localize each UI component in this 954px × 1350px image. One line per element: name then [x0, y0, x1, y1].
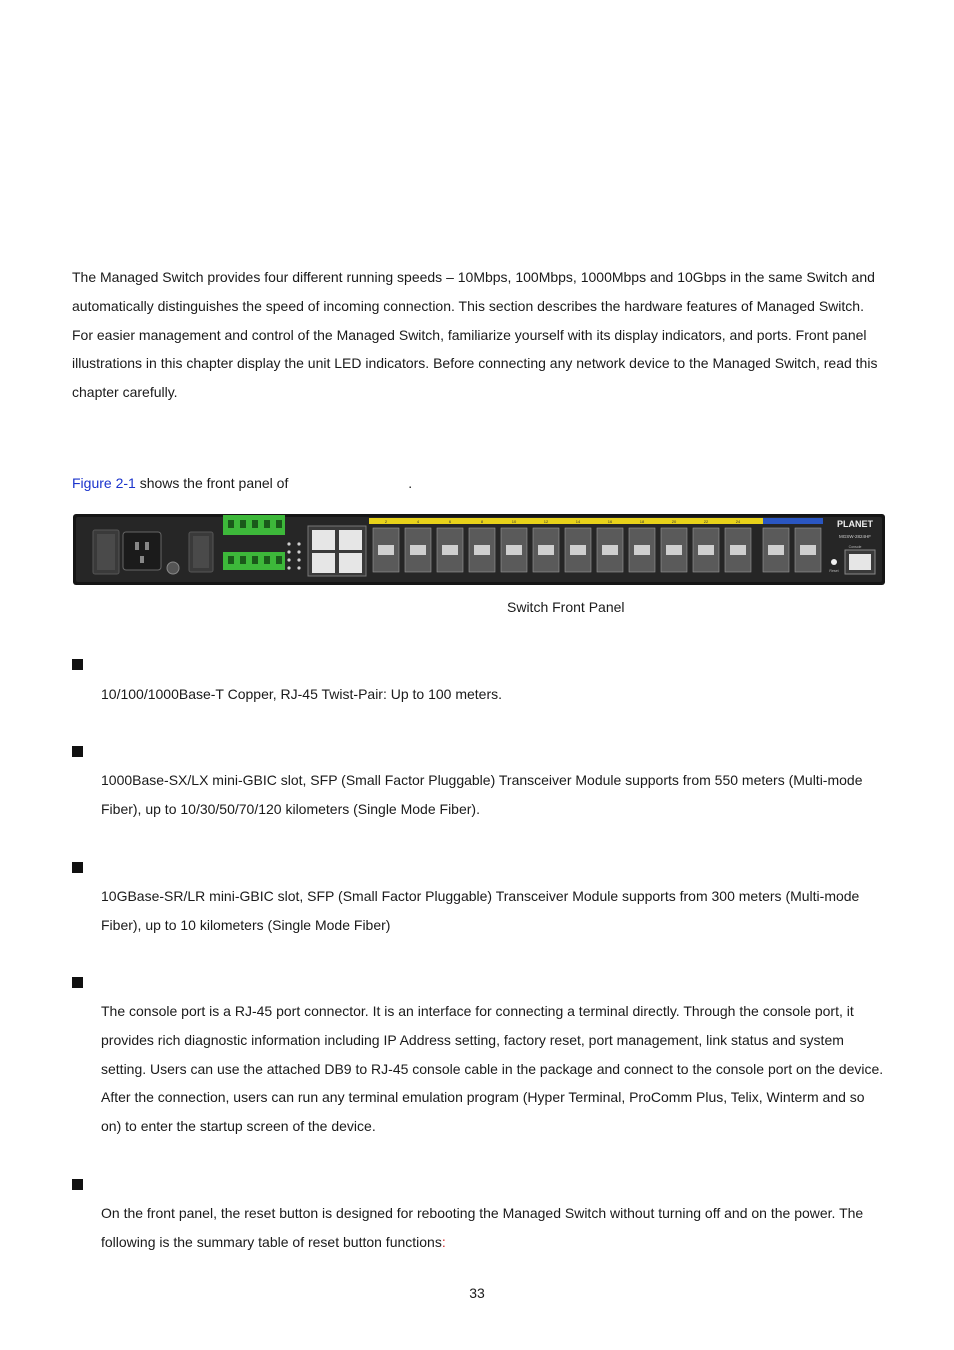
intro-paragraph: The Managed Switch provides four different running speeds – 10Mbps, 100Mbps, 1000Mbps and 10Gbps in the same Switch and automatically distinguishes the speed of incoming connection. This section describes the hardware features of Managed Switch. For easier management and control of the Managed Switch, familiarize yourself with its display indicators, and ports. Front panel illustrations in this chapter display the unit LED indicators. Before connecting any network device to the Managed Switch, read this chapter carefully.	[72, 269, 878, 401]
reset-text-body: On the front panel, the reset button is designed for rebooting the Managed Switch without turning off and on the power. The following is the summary table of reset button functions	[101, 1205, 864, 1250]
figure-ref-end: .	[408, 475, 413, 491]
page-number: 33	[469, 1285, 485, 1301]
reset-button-text	[101, 1199, 887, 1257]
sfp-plus-slot-text: 10GBase-SR/LR mini-GBIC slot, SFP (Small Factor Pluggable) Transceiver Module supports from 300 meters (Multi-mode Fiber), up to 10 kilometers (Single Mode Fiber)	[101, 888, 860, 933]
figure-caption: Switch Front Panel	[507, 599, 625, 615]
port-label: 10	[511, 519, 517, 524]
ground-screw-icon	[167, 562, 179, 574]
reset-label: Reset	[829, 569, 839, 573]
sfp-slot-text: 1000Base-SX/LX mini-GBIC slot, SFP (Small Factor Pluggable) Transceiver Module supports from 550 meters (Multi-mode Fiber), up to 10/30/50/70/120 kilometers (Single Mode Fiber).	[101, 772, 863, 817]
reset-text-colon: :	[441, 1233, 446, 1250]
port-label: 12	[543, 519, 549, 524]
bullet-square-icon	[72, 1179, 83, 1190]
port-label: 18	[639, 519, 645, 524]
copper-port-text: 10/100/1000Base-T Copper, RJ-45 Twist-Pair: Up to 100 meters.	[101, 686, 503, 702]
port-label: 22	[703, 519, 709, 524]
figure-ref-text: shows the front panel of	[135, 475, 293, 491]
brand-logo: PLANET	[837, 519, 873, 529]
port-label: 8	[480, 519, 484, 524]
console-port-text: The console port is a RJ-45 port connector. It is an interface for connecting a terminal directly. Through the console port, it provides rich diagnostic information including IP Address setting, factory reset, port management, link status and system setting. Users can use the attached DB9 to RJ-45 console cable in the package and connect to the console port on the device. After the connection, users can run any terminal emulation program (Hyper Terminal, ProComm Plus, Telix, Winterm and so on) to enter the startup screen of the device.	[101, 1003, 884, 1135]
switch-front-panel-figure	[73, 512, 885, 586]
bullet-square-icon	[72, 862, 83, 873]
reset-button-icon	[831, 559, 837, 565]
figure-reference	[72, 472, 412, 494]
rj45-copper-ports	[308, 526, 366, 576]
port-label: 16	[607, 519, 613, 524]
port-label: 24	[735, 519, 741, 524]
bullet-square-icon	[72, 977, 83, 988]
bullet-square-icon	[72, 746, 83, 757]
console-label: Console	[848, 545, 862, 549]
model-label: MGSW-2824HF	[839, 534, 871, 539]
port-label: 4	[416, 519, 420, 524]
port-label: 20	[671, 519, 677, 524]
port-label: 14	[575, 519, 581, 524]
figure-link[interactable]: Figure 2-1	[72, 475, 136, 491]
port-label: 6	[448, 519, 452, 524]
ac-socket-icon	[123, 532, 161, 570]
bullet-square-icon	[72, 659, 83, 670]
port-label: 2	[384, 519, 388, 524]
10g-port-strip	[763, 518, 823, 524]
